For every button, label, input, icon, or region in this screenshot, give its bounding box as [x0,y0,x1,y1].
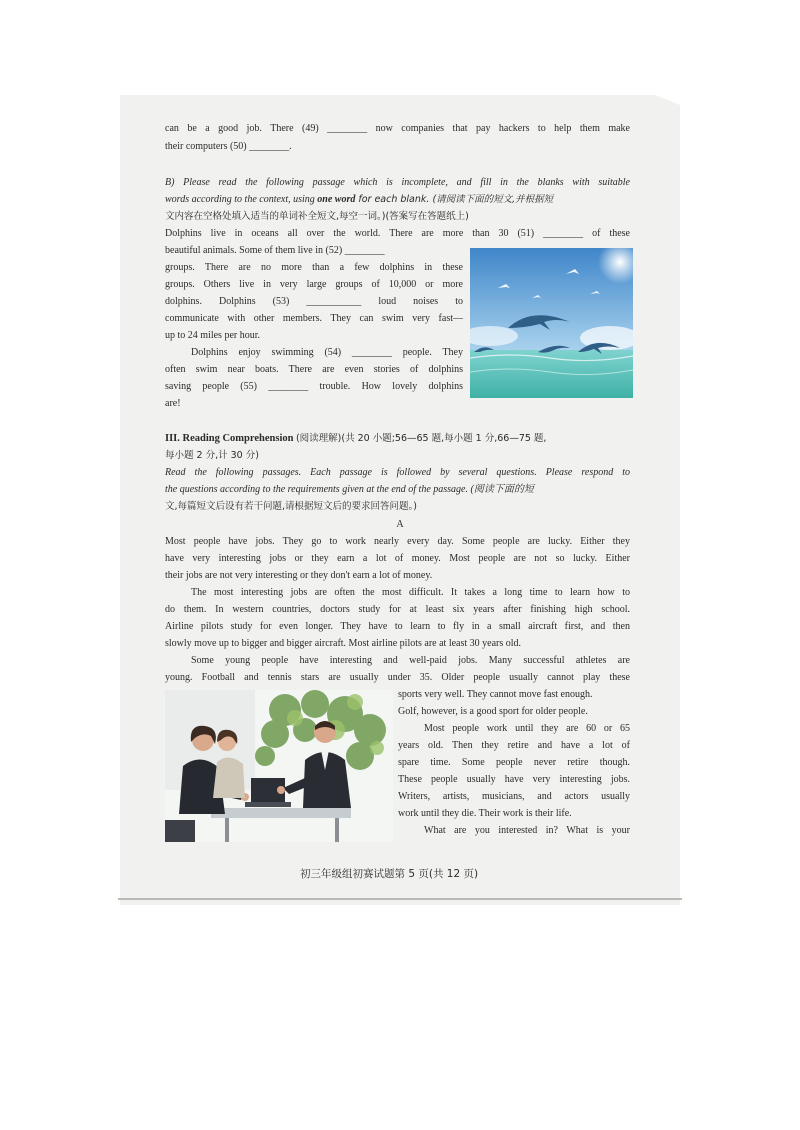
business-meeting-photo [165,690,393,842]
passage-a-p2-line-1: The most interesting jobs are often the most difficult. It takes a long time to learn how to [191,587,630,598]
page-bottom-rule [118,898,682,900]
page-corner-fold [655,95,680,105]
passage-a-p3-line-1: Some young people have interesting and well-paid jobs. Many successful athletes are [191,655,630,666]
section-iii-instruction-3: 文,每篇短文后设有若干问题,请根据短文后的要求回答问题。) [165,501,417,512]
dolphin-line-3: groups. There are no more than a few dolphins in these [165,262,463,273]
section-b-instruction-1: B) Please read the following passage which is incomplete, and fill in the blanks with suitable [165,177,630,188]
passage-a-p3-line-2: young. Football and tennis stars are usually under 35. Older people usually cannot play these [165,672,630,683]
dolphin-illustration [470,248,633,398]
section-heading-title: III. Reading Comprehension [165,433,294,444]
continuation-line-1: can be a good job. There (49) ________ now companies that pay hackers to help them make [165,123,630,134]
section-iii-scoring-2: 每小题 2 分,计 30 分) [165,450,259,461]
passage-a-p1-line-1: Most people have jobs. They go to work nearly every day. Some people are lucky. Either they [165,536,630,547]
section-b-instruction-2 [165,191,553,208]
passage-a-p3-line-3: sports very well. They cannot move fast enough. [398,689,593,700]
passage-a-p2-line-2: do them. In western countries, doctors study for at least six years after finishing high school. [165,604,630,615]
dolphin-line-9: often swim near boats. There are even stories of dolphins [165,364,463,375]
section-b-instruction-3: 文内容在空格处填入适当的单词补全短文,每空一词。)(答案写在答题纸上) [165,211,469,222]
instruction-emphasis: one word [317,194,356,205]
passage-a-p2-line-3: Airline pilots study for even longer. They have to learn to fly in a small aircraft first, and then [165,621,630,632]
dolphin-line-7: up to 24 miles per hour. [165,330,260,341]
passage-a-p3-line-4: Golf, however, is a good sport for older people. [398,706,588,717]
dolphin-line-1: Dolphins live in oceans all over the world. There are more than 30 (51) ________ of these [165,228,630,239]
passage-a-p2-line-4: slowly move up to bigger and bigger aircraft. Most airline pilots are at least 30 years old. [165,638,522,649]
passage-a-p4-line-1: Most people work until they are 60 or 65 [424,723,630,734]
section-heading-scoring: (阅读理解)(共 20 小题;56—65 题,每小题 1 分,66—75 题, [295,433,547,444]
page-footer: 初三年级组初赛试题第 5 页(共 12 页) [300,868,479,880]
passage-a-p1-line-3: their jobs are not very interesting or they don't earn a lot of money. [165,570,433,581]
dolphin-line-4: groups. Others live in very large groups of 10,000 or more [165,279,463,290]
instruction-text: words according to the context, using [165,194,318,205]
passage-a-p5-line-1: What are you interested in? What is your [424,825,630,836]
passage-a-p4-line-2: years old. Then they retire and have a lot of [398,740,630,751]
passage-a-p4-line-4: These people usually have very interesting jobs. [398,774,630,785]
passage-a-p4-line-3: spare time. Some people never retire though. [398,757,630,768]
section-iii-instruction-2: the questions according to the requirements given at the end of the passage. (阅读下面的短 [165,484,534,495]
dolphin-line-8: Dolphins enjoy swimming (54) ________ people. They [191,347,463,358]
dolphin-line-10: saving people (55) ________ trouble. How lovely dolphins [165,381,463,392]
dolphin-line-2: beautiful animals. Some of them live in (52) ________ [165,245,385,256]
passage-a-p4-line-5: Writers, artists, musicians, and actors usually [398,791,630,802]
passage-a-p4-line-6: work until they die. Their work is their life. [398,808,572,819]
dolphin-line-11: are! [165,398,181,409]
passage-label: A [396,519,404,530]
section-iii-heading [165,430,546,447]
dolphin-line-5: dolphins. Dolphins (53) ___________ loud noises to [165,296,463,307]
continuation-line-2: their computers (50) ________. [165,141,292,152]
instruction-text-cn: for each blank. (请阅读下面的短文,并根据短 [355,194,554,205]
dolphin-line-6: communicate with other members. They can swim very fast— [165,313,463,324]
section-iii-instruction-1: Read the following passages. Each passage is followed by several questions. Please respond to [165,467,630,478]
passage-a-p1-line-2: have very interesting jobs or they earn a lot of money. Most people are not so lucky. Either [165,553,630,564]
